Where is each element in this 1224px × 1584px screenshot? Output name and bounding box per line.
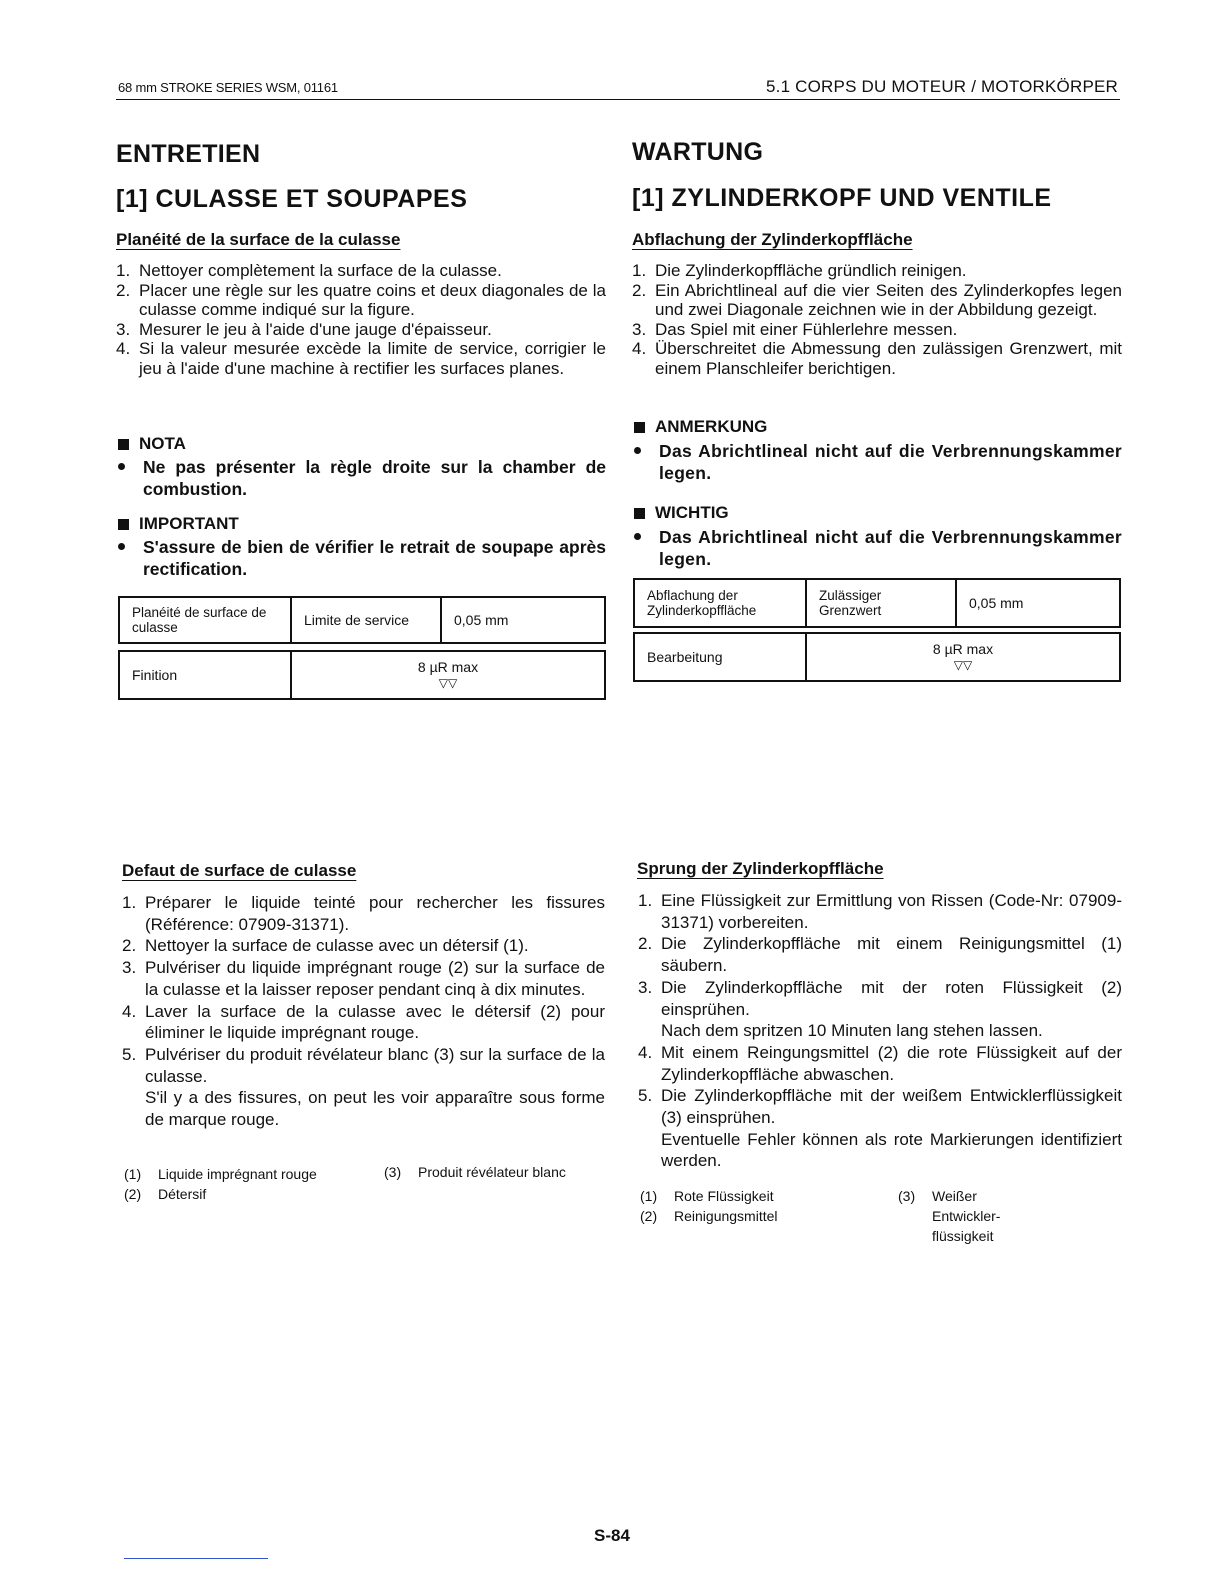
surface-finish-symbol-icon: ▽▽ — [953, 658, 973, 672]
table-row — [119, 651, 605, 699]
list-item: 2. Ein Abrichtlineal auf die vier Seiten des Zylinderkopfes legen und zwei Diagonale zeichnen wie in der Abbildung gezeigt. — [632, 280, 1122, 319]
fr-flatness-steps — [116, 261, 606, 378]
square-bullet-icon — [118, 439, 129, 450]
legend-item: (1) Liquide imprégnant rouge — [124, 1166, 317, 1182]
list-item: 3. Das Spiel mit einer Fühlerlehre messen. — [632, 319, 958, 339]
de-important-title: WICHTIG — [632, 503, 1122, 523]
de-flatness-heading: Abflachung der Zylinderkopffläche — [632, 230, 913, 249]
table-row — [634, 579, 1120, 627]
legend-item: (2) Reinigungsmittel — [640, 1208, 778, 1224]
legend-item: (3) Weißer Entwickler-flüssigkeit — [898, 1188, 1001, 1244]
list-item: 2. Nettoyer la surface de culasse avec un détersif (1). — [122, 936, 529, 956]
de-spec-table-limit — [633, 578, 1121, 628]
list-item: 1. Eine Flüssigkeit zur Ermittlung von Rissen (Code-Nr: 07909-31371) vorbereiten. — [638, 891, 1122, 932]
fr-table-limit-value: 0,05 mm — [441, 597, 605, 643]
page-number: S-84 — [594, 1526, 630, 1545]
list-item: 1. Préparer le liquide teinté pour rechercher les fissures (Référence: 07909-31371). — [122, 893, 605, 934]
table-row — [634, 633, 1120, 681]
square-bullet-icon — [634, 422, 645, 433]
de-important-item: Das Abrichtlineal nicht auf die Verbrennungskammer legen. — [632, 526, 1122, 570]
header-left: 68 mm STROKE SERIES WSM, 01161 — [118, 80, 338, 95]
header-right: 5.1 CORPS DU MOTEUR / MOTORKÖRPER — [766, 77, 1118, 96]
de-note-title: ANMERKUNG — [632, 417, 1122, 437]
footer-rule — [124, 1558, 268, 1559]
de-note-item: Das Abrichtlineal nicht auf die Verbrennungskammer legen. — [632, 440, 1122, 484]
de-legend-right — [898, 1186, 1078, 1246]
legend-item: (3) Produit révélateur blanc — [384, 1164, 566, 1180]
fr-flatness-heading: Planéité de la surface de la culasse — [116, 230, 401, 249]
fr-legend-left — [124, 1164, 384, 1204]
fr-legend-right — [384, 1162, 614, 1182]
list-item: 1. Die Zylinderkopffläche gründlich reinigen. — [632, 261, 967, 280]
de-title: WARTUNG — [632, 138, 764, 166]
de-legend-left — [640, 1186, 890, 1226]
de-table-finish-label: Bearbeitung — [634, 633, 806, 681]
de-crack-heading: Sprung der Zylinderkopffläche — [637, 859, 884, 878]
list-item: 1. Nettoyer complètement la surface de la culasse. — [116, 261, 502, 280]
bullet-icon — [632, 440, 659, 484]
list-item: 2. Die Zylinderkopffläche mit einem Reinigungsmittel (1) säubern. — [638, 934, 1122, 976]
list-item: 5. Die Zylinderkopffläche mit der weißem Entwicklerflüssigkeit (3) einsprühen. Eventuelle Fehler können als rote Markierungen identifiziert werden. — [638, 1086, 1122, 1171]
de-spec-table-finish — [633, 632, 1121, 682]
fr-table-limit-label: Limite de service — [291, 597, 441, 643]
fr-table-label: Planéité de surface de culasse — [119, 597, 291, 643]
de-table-finish-value: 8 µR max ▽▽ — [806, 633, 1120, 681]
header-rule — [116, 99, 1120, 100]
fr-table-finish-label: Finition — [119, 651, 291, 699]
de-table-limit-label: Zulässiger Grenzwert — [806, 579, 956, 627]
square-bullet-icon — [118, 519, 129, 530]
de-crack-steps — [638, 890, 1122, 1172]
list-item: 4. Überschreitet die Abmessung den zulässigen Grenzwert, mit einem Planschleifer berichtigen. — [632, 339, 1122, 378]
bullet-icon — [116, 536, 143, 580]
fr-spec-table-finish — [118, 650, 606, 700]
fr-title: ENTRETIEN — [116, 140, 261, 168]
list-item: 4. Laver la surface de la culasse avec le détersif (2) pour éliminer le liquide imprégnant rouge. — [122, 1001, 605, 1043]
list-item: 3. Pulvériser du liquide imprégnant rouge (2) sur la surface de la culasse et la laisser reposer pendant cinq à dix minutes. — [122, 958, 605, 999]
fr-table-finish-value: 8 µR max ▽▽ — [291, 651, 605, 699]
de-table-limit-value: 0,05 mm — [956, 579, 1120, 627]
list-item: 4. Mit einem Reingungsmittel (2) die rote Flüssigkeit auf der Zylinderkopffläche abwaschen. — [638, 1042, 1122, 1084]
fr-note-item: Ne pas présenter la règle droite sur la chamber de combustion. — [116, 456, 606, 500]
list-item: 5. Pulvériser du produit révélateur blanc (3) sur la surface de la culasse. S'il y a des fissures, on peut les voir apparaître sous forme de marque rouge. — [122, 1044, 605, 1130]
fr-note-title: NOTA — [116, 434, 606, 454]
square-bullet-icon — [634, 508, 645, 519]
de-section-title: [1] ZYLINDERKOPF UND VENTILE — [632, 184, 1052, 212]
surface-finish-symbol-icon: ▽▽ — [438, 676, 458, 690]
legend-item: (2) Détersif — [124, 1186, 207, 1202]
fr-important-title: IMPORTANT — [116, 514, 606, 534]
fr-section-title: [1] CULASSE ET SOUPAPES — [116, 185, 468, 213]
table-row — [119, 597, 605, 643]
de-table-label: Abflachung der Zylinderkopffläche — [634, 579, 806, 627]
list-item: 3. Mesurer le jeu à l'aide d'une jauge d'épaisseur. — [116, 319, 492, 339]
de-flatness-steps — [632, 261, 1122, 378]
bullet-icon — [116, 456, 143, 500]
legend-item: (1) Rote Flüssigkeit — [640, 1188, 774, 1204]
fr-crack-heading: Defaut de surface de culasse — [122, 861, 357, 880]
list-item: 3. Die Zylinderkopffläche mit der roten Flüssigkeit (2) einsprühen. Nach dem spritzen 10 Minuten lang stehen lassen. — [638, 977, 1122, 1041]
fr-crack-steps — [122, 892, 605, 1131]
fr-important-item: S'assure de bien de vérifier le retrait de soupape après rectification. — [116, 536, 606, 580]
list-item: 4. Si la valeur mesurée excède la limite de service, corrigier le jeu à l'aide d'une machine à rectifier les surfaces planes. — [116, 339, 606, 378]
bullet-icon — [632, 526, 659, 570]
list-item: 2. Placer une règle sur les quatre coins et deux diagonales de la culasse comme indiqué sur la figure. — [116, 280, 606, 319]
fr-spec-table-limit — [118, 596, 606, 644]
